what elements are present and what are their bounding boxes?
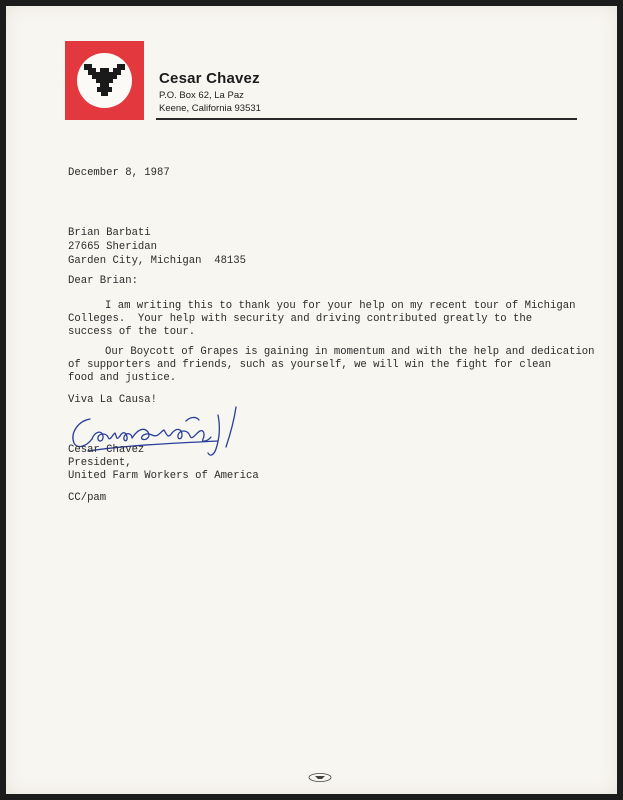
- signer-name: Cesar Chavez: [68, 444, 145, 456]
- paragraph-1-line-1: I am writing this to thank you for your help on my recent tour of Michigan: [105, 300, 576, 312]
- paragraph-2-line-1: Our Boycott of Grapes is gaining in momentum and with the help and dedication: [105, 346, 595, 358]
- letter-page: [6, 6, 617, 794]
- paragraph-2-line-2: of supporters and friends, such as yourself, we will win the fight for clean: [68, 359, 552, 371]
- letter-date: December 8, 1987: [68, 167, 170, 179]
- eagle-icon: [84, 64, 125, 96]
- union-bug-icon: [308, 773, 332, 782]
- recipient-city: Garden City, Michigan 48135: [68, 255, 247, 267]
- letterhead-address-line2: Keene, California 93531: [159, 103, 261, 114]
- closing: Viva La Causa!: [68, 394, 158, 406]
- paragraph-2-line-3: food and justice.: [68, 372, 177, 384]
- letterhead-rule: [156, 118, 577, 120]
- recipient-name: Brian Barbati: [68, 227, 151, 239]
- letterhead-address-line1: P.O. Box 62, La Paz: [159, 90, 244, 101]
- typist-initials: CC/pam: [68, 492, 107, 504]
- letterhead-name: Cesar Chavez: [159, 70, 260, 87]
- paragraph-1-line-3: success of the tour.: [68, 326, 196, 338]
- salutation: Dear Brian:: [68, 275, 138, 287]
- recipient-street: 27665 Sheridan: [68, 241, 158, 253]
- signer-title: President,: [68, 457, 132, 469]
- paragraph-1-line-2: Colleges. Your help with security and driving contributed greatly to the: [68, 313, 533, 325]
- signer-organization: United Farm Workers of America: [68, 470, 259, 482]
- ufw-eagle-logo: [65, 41, 144, 120]
